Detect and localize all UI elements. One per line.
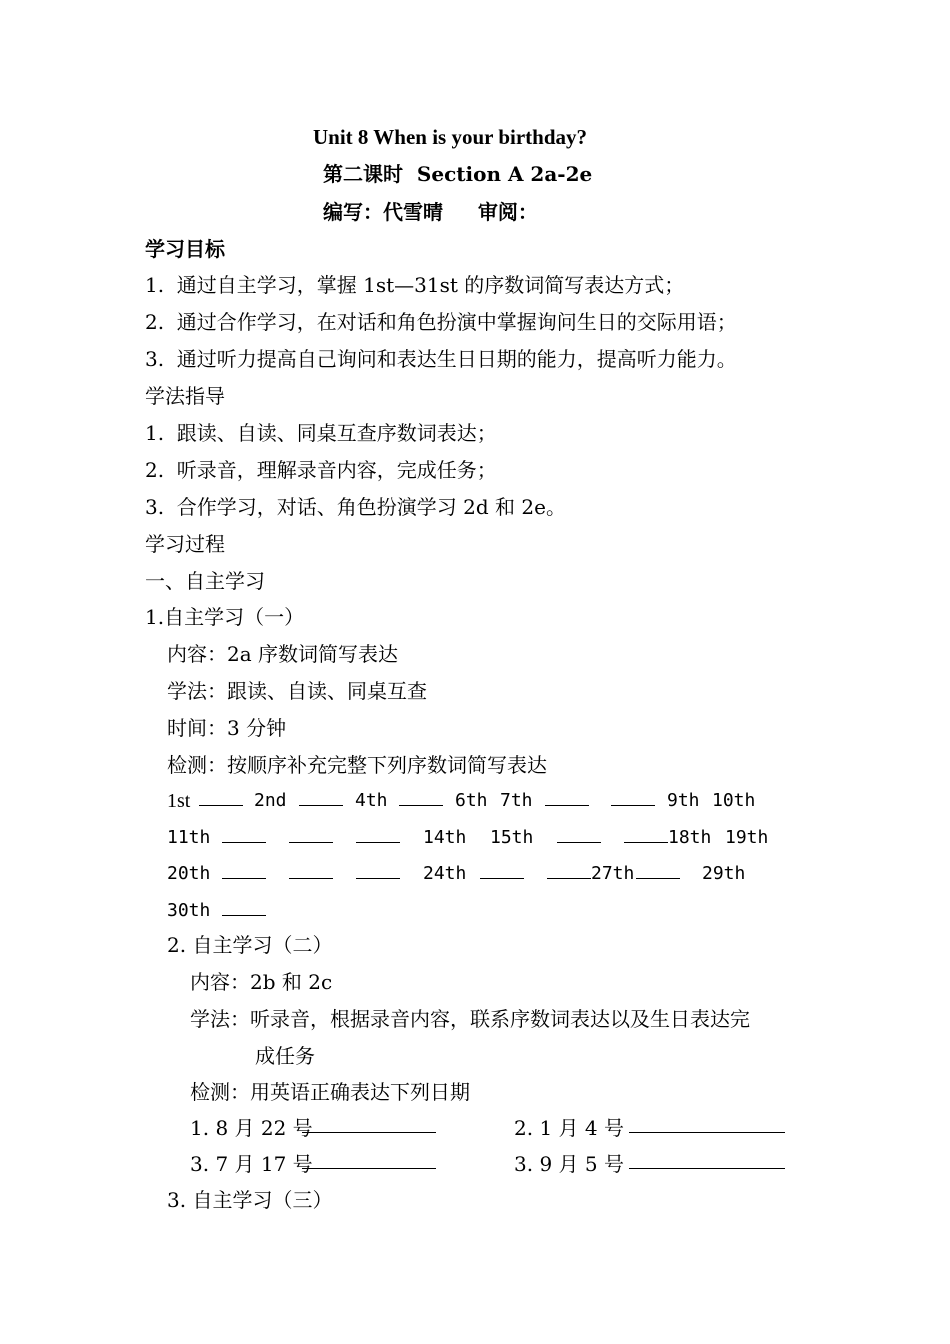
answer-blank[interactable] <box>289 824 333 843</box>
ordinal-item: 9th <box>667 790 700 811</box>
answer-blank[interactable] <box>547 860 591 879</box>
method-item: 2. 听录音，理解录音内容，完成任务； <box>145 458 497 482</box>
ordinal-item: 6th <box>455 790 488 811</box>
answer-blank[interactable] <box>480 860 524 879</box>
goal-item: 2. 通过合作学习，在对话和角色扮演中掌握询问生日的交际用语； <box>145 310 737 334</box>
answer-blank[interactable] <box>302 1114 436 1133</box>
ordinal-item: 20th <box>167 863 211 884</box>
answer-blank[interactable] <box>399 787 443 806</box>
goals-heading: 学习目标 <box>145 237 225 261</box>
self-study-1-method: 学法：跟读、自读、同桌互查 <box>167 679 427 703</box>
date-question: 3. 7 月 17 号 <box>190 1152 313 1176</box>
ordinal-item: 14th <box>423 827 467 848</box>
answer-blank[interactable] <box>356 824 400 843</box>
author-line: 编写：代雪晴 审阅： <box>323 200 538 224</box>
ordinal-item: 7th <box>500 790 533 811</box>
ordinal-item: 11th <box>167 827 211 848</box>
answer-blank[interactable] <box>299 787 343 806</box>
ordinal-item: 27th <box>591 863 635 884</box>
ordinal-item: 10th <box>712 790 756 811</box>
answer-blank[interactable] <box>624 824 668 843</box>
answer-blank[interactable] <box>222 897 266 916</box>
self-study-1-content: 内容：2a 序数词简写表达 <box>167 642 399 666</box>
date-question: 2. 1 月 4 号 <box>514 1116 624 1140</box>
date-question: 1. 8 月 22 号 <box>190 1116 313 1140</box>
ordinal-item: 15th <box>490 827 534 848</box>
self-study-2-content: 内容：2b 和 2c <box>190 970 333 994</box>
goal-item: 1. 通过自主学习，掌握 1st—31st 的序数词简写表达方式； <box>145 273 685 297</box>
self-study-3-title: 3. 自主学习（三） <box>167 1188 333 1212</box>
method-item: 3. 合作学习，对话、角色扮演学习 2d 和 2e。 <box>145 495 566 519</box>
self-study-1-time: 时间：3 分钟 <box>167 716 287 740</box>
answer-blank[interactable] <box>557 824 601 843</box>
ordinal-item: 30th <box>167 900 211 921</box>
answer-blank[interactable] <box>199 787 243 806</box>
process-heading: 学习过程 <box>145 532 225 556</box>
ordinal-item: 18th <box>668 827 712 848</box>
lesson-subtitle: 第二课时 Section A 2a-2e <box>323 162 593 186</box>
ordinal-item: 29th <box>702 863 746 884</box>
ordinal-item: 24th <box>423 863 467 884</box>
ordinal-item: 2nd <box>254 790 287 811</box>
ordinal-item: 19th <box>725 827 769 848</box>
part-one-heading: 一、自主学习 <box>145 569 265 593</box>
self-study-1-title: 1.自主学习（一） <box>145 605 305 629</box>
self-study-2-check: 检测：用英语正确表达下列日期 <box>190 1080 470 1104</box>
answer-blank[interactable] <box>629 1150 785 1169</box>
answer-blank[interactable] <box>356 860 400 879</box>
answer-blank[interactable] <box>545 787 589 806</box>
self-study-1-check: 检测：按顺序补充完整下列序数词简写表达 <box>167 753 547 777</box>
date-question: 3. 9 月 5 号 <box>514 1152 624 1176</box>
answer-blank[interactable] <box>629 1114 785 1133</box>
answer-blank[interactable] <box>222 860 266 879</box>
ordinal-item: 4th <box>355 790 388 811</box>
self-study-2-title: 2. 自主学习（二） <box>167 933 333 957</box>
document-title: Unit 8 When is your birthday? <box>313 125 588 149</box>
answer-blank[interactable] <box>636 860 680 879</box>
answer-blank[interactable] <box>289 860 333 879</box>
answer-blank[interactable] <box>302 1150 436 1169</box>
self-study-2-method: 学法：听录音，根据录音内容，联系序数词表达以及生日表达完 <box>190 1007 750 1031</box>
method-item: 1. 跟读、自读、同桌互查序数词表达； <box>145 421 497 445</box>
answer-blank[interactable] <box>222 824 266 843</box>
methods-heading: 学法指导 <box>145 384 225 408</box>
answer-blank[interactable] <box>611 787 655 806</box>
goal-item: 3. 通过听力提高自己询问和表达生日日期的能力，提高听力能力。 <box>145 347 737 371</box>
ordinal-item: 1st <box>167 790 191 812</box>
self-study-2-method-cont: 成任务 <box>255 1044 315 1068</box>
